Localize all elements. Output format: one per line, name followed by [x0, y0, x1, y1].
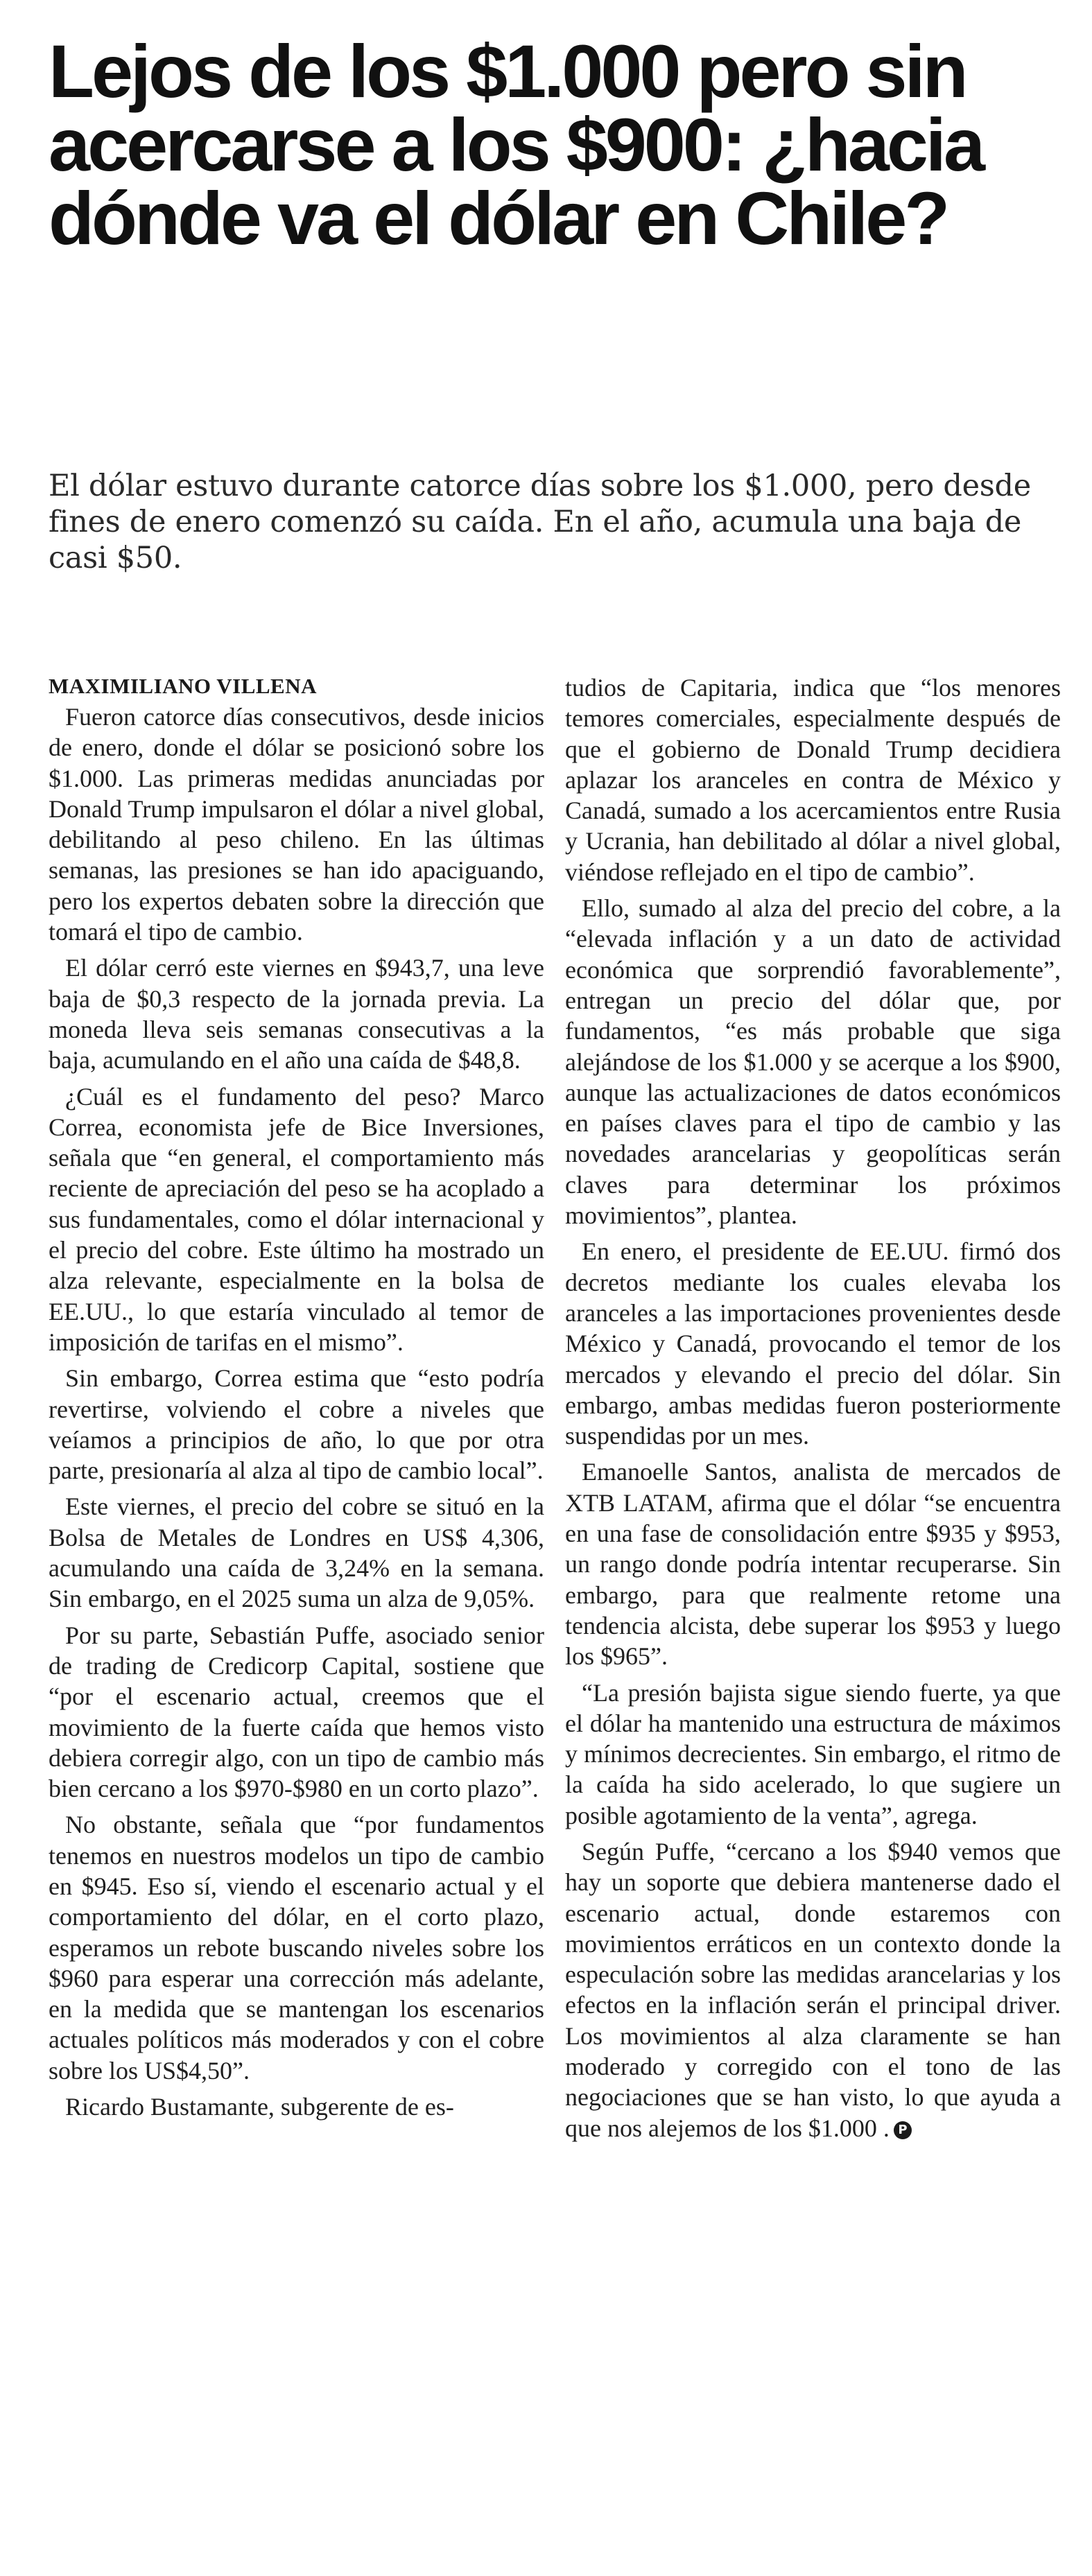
body-column-right — [565, 672, 1061, 2149]
body-paragraph: Por su parte, Sebastián Puffe, asociado senior de trading de Credicorp Capital, sostiene que “por el escenario actual, creemos que el movimiento de la fuerte caída que hemos visto debiera corregir algo, con un tipo de cambio más bien cercano a los $970-$980 en un corto plazo”. — [49, 1621, 544, 1803]
body-paragraph: Fueron catorce días consecutivos, desde inicios de enero, donde el dólar se posicionó sobre los $1.000. Las primeras medidas anunciadas por Donald Trump impulsaron el dólar a nivel global, debilitando al peso chileno. En las últimas semanas, las presiones se han ido apaciguando, pero los expertos debaten sobre la dirección que tomará el tipo de cambio. — [49, 703, 544, 946]
body-paragraph: “La presión bajista sigue siendo fuerte, ya que el dólar ha mantenido una estructura de máximos y mínimos decrecientes. Sin embargo, el ritmo de la caída ha sido acelerado, lo que sugiere un posible agotamiento de la venta”, agrega. — [565, 1678, 1061, 1829]
deck-subtitle: El dólar estuvo durante catorce días sobre los $1.000, pero desde fines de enero comenzó su caída. En el año, acumula una baja de casi $50. — [49, 469, 1031, 575]
body-paragraph: Ello, sumado al alza del precio del cobre, a la “elevada inflación y a un dato de actividad económica que sorprendió favorablemente”, entregan un precio del dólar que, por fundamentos, “es más probable que siga alejándose de los $1.000 y se acerque a los $900, aunque las actualizaciones de datos económicos en países claves para el tipo de cambio y las novedades arancelarias y geopolíticas serán claves para determinar los próximos movimientos”, plantea. — [565, 894, 1061, 1230]
headline: Lejos de los $1.000 pero sin acercarse a los $900: ¿hacia dónde va el dólar en Chile? — [49, 29, 983, 260]
body-paragraph: Emanoelle Santos, analista de mercados de XTB LATAM, afirma que el dólar “se encuentra en una fase de consolidación entre $935 y $953, un rango donde podría intentar recuperarse. Sin embargo, para que realmente retome una tendencia alcista, debe superar los $953 y luego los $965”. — [565, 1458, 1061, 1671]
body-paragraph: El dólar cerró este viernes en $943,7, una leve baja de $0,3 respecto de la jornada previa. La moneda lleva seis semanas consecutivas a la baja, acumulando en el año una caída de $48,8. — [49, 954, 544, 1074]
body-paragraph: Ricardo Bustamante, subgerente de es- — [65, 2093, 454, 2121]
body-paragraph: Sin embargo, Correa estima que “esto podría revertirse, volviendo el cobre a niveles que veíamos a principios de año, lo que por otra parte, presionaría al alza al tipo de cambio local”. — [49, 1364, 544, 1485]
body-paragraph: ¿Cuál es el fundamento del peso? Marco Correa, economista jefe de Bice Inversiones, señala que “en general, el comportamiento más reciente de apreciación del peso se ha acoplado a sus fundamentales, como el dólar internacional y el precio del cobre. Este último ha mostrado un alza relevante, especialmente en la bolsa de EE.UU., lo que estaría vinculado al temor de imposición de tarifas en el mismo”. — [49, 1082, 544, 1356]
body-paragraph: No obstante, señala que “por fundamentos tenemos en nuestros modelos un tipo de cambio en $945. Eso sí, viendo el escenario actual y el comportamiento del dólar, en el corto plazo, esperamos un rebote buscando niveles sobre los $960 para esperar una corrección más adelante, en la medida que se mantengan los escenarios actuales políticos más moderados y con el cobre sobre los US$4,50”. — [49, 1811, 544, 2085]
body-column-left — [49, 672, 544, 2127]
body-paragraph-last-text: Según Puffe, “cercano a los $940 vemos que hay un soporte que debiera mantenerse dado el escenario actual, donde estaremos con movimientos erráticos en un contexto donde la especulación sobre las medidas arancelarias y los efectos en la inflación serán el principal driver. Los movimientos al alza claramente se han moderado y corregido con el tono de las negociaciones que se han visto, lo que ayuda a que nos alejemos de los $1.000 . — [565, 1837, 1061, 2142]
end-of-article-icon: P — [894, 2121, 912, 2139]
body-paragraph-continued: tudios de Capitaria, indica que “los menores temores comerciales, especialmente después de que el gobierno de Donald Trump decidiera aplazar los aranceles en contra de México y Canadá, sumado a los acercamientos entre Rusia y Ucrania, han debilitado al dólar a nivel global, viéndose reflejado en el tipo de cambio”. — [565, 674, 1061, 886]
byline: MAXIMILIANO VILLENA — [49, 674, 317, 698]
body-paragraph: En enero, el presidente de EE.UU. firmó dos decretos mediante los cuales elevaba los aranceles a las importaciones provenientes desde México y Canadá, provocando el temor de los mercados y elevando el precio del dólar. Sin embargo, ambas medidas fueron posteriormente suspendidas por un mes. — [565, 1237, 1061, 1450]
body-paragraph-last — [565, 1836, 1061, 2143]
body-paragraph: Este viernes, el precio del cobre se situó en la Bolsa de Metales de Londres en US$ 4,306, acumulando una caída de 3,24% en la semana. Sin embargo, en el 2025 suma un alza de 9,05%. — [49, 1492, 544, 1613]
